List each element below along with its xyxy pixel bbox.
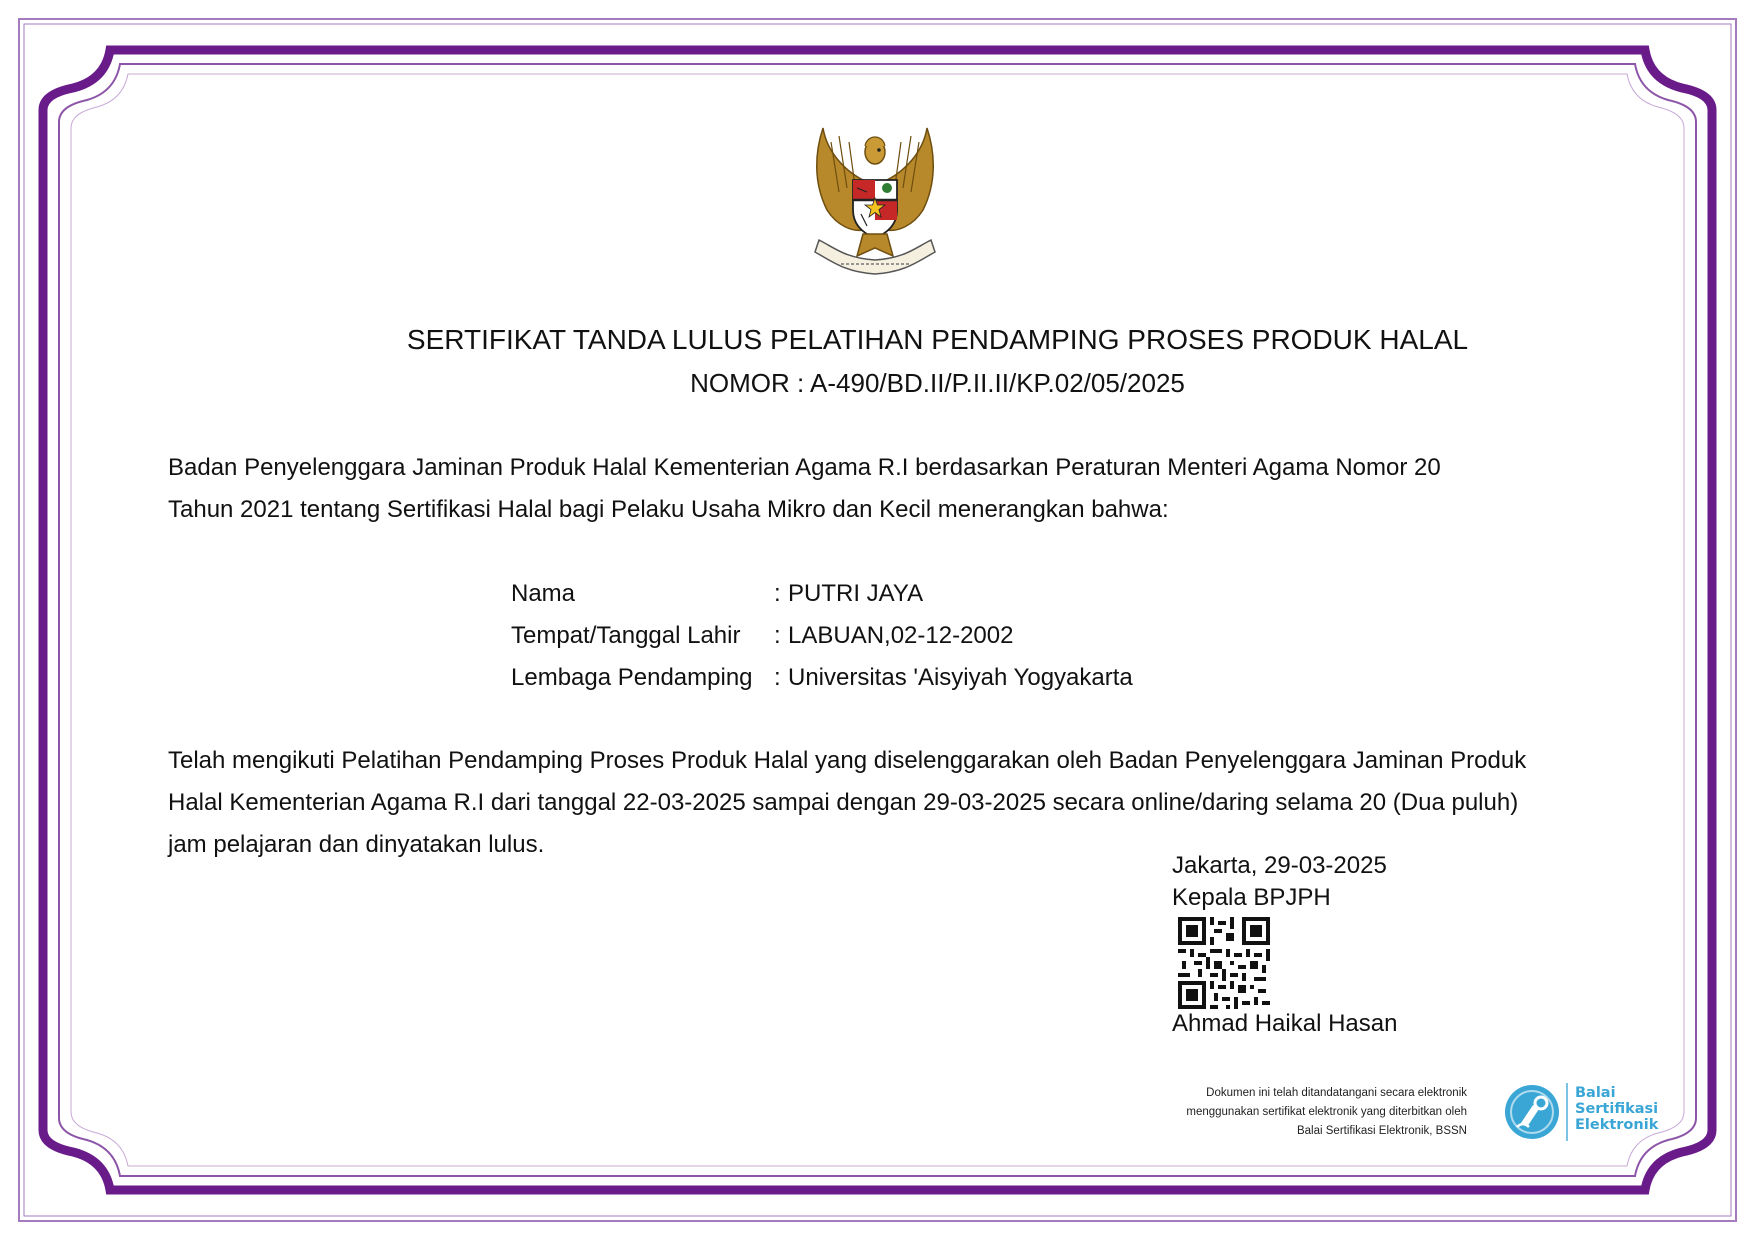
body-line-2: Halal Kementerian Agama R.I dari tanggal 22-03-2025 sampai dengan 29-03-2025 secara online/daring selama 20 (Dua puluh) (168, 789, 1519, 816)
esign-note-line-1: Dokumen ini telah ditandatangani secara elektronik (1206, 1087, 1467, 1099)
field-value-ttl: LABUAN,02-12-2002 (788, 622, 1014, 649)
field-label-nama: Nama (511, 580, 576, 607)
esign-note-line-2: menggunakan sertifikat elektronik yang diterbitkan oleh (1186, 1106, 1467, 1118)
intro-line-2: Tahun 2021 tentang Sertifikasi Halal bagi Pelaku Usaha Mikro dan Kecil menerangkan bahwa: (168, 496, 1169, 523)
field-separator: : (774, 622, 781, 649)
bsre-logo-icon (1503, 1083, 1561, 1141)
bsre-logo-text (1575, 1085, 1658, 1133)
field-value-lembaga: Universitas 'Aisyiyah Yogyakarta (788, 664, 1133, 691)
certificate-number: NOMOR : A-490/BD.II/P.II.II/KP.02/05/2025 (690, 368, 1185, 398)
signature-place-date: Jakarta, 29-03-2025 (1172, 852, 1387, 879)
field-label-lembaga: Lembaga Pendamping (511, 664, 753, 691)
esign-note (1186, 1084, 1467, 1141)
intro-line-1: Badan Penyelenggara Jaminan Produk Halal Kementerian Agama R.I berdasarkan Peraturan Menteri Agama Nomor 20 (168, 454, 1441, 481)
bsre-divider (1566, 1083, 1568, 1141)
esign-note-line-3: Balai Sertifikasi Elektronik, BSSN (1296, 1125, 1467, 1137)
certificate-title: SERTIFIKAT TANDA LULUS PELATIHAN PENDAMPING PROSES PRODUK HALAL (406, 324, 1469, 355)
body-line-1: Telah mengikuti Pelatihan Pendamping Proses Produk Halal yang diselenggarakan oleh Badan Penyelenggara Jaminan Produk (168, 747, 1527, 774)
field-separator: : (774, 580, 781, 607)
signature-name: Ahmad Haikal Hasan (1172, 1010, 1398, 1037)
body-line-3: jam pelajaran dan dinyatakan lulus. (168, 831, 545, 858)
bsre-logo-line-3: Elektronik (1575, 1117, 1659, 1133)
field-separator: : (774, 664, 781, 691)
qr-code-icon (1178, 917, 1270, 1009)
bsre-logo-line-1: Balai (1575, 1085, 1616, 1101)
bsre-logo-line-2: Sertifikasi (1575, 1101, 1659, 1117)
signature-position: Kepala BPJPH (1172, 884, 1331, 911)
field-label-ttl: Tempat/Tanggal Lahir (511, 622, 741, 649)
garuda-emblem-icon (805, 122, 945, 282)
field-value-nama: PUTRI JAYA (788, 580, 924, 607)
